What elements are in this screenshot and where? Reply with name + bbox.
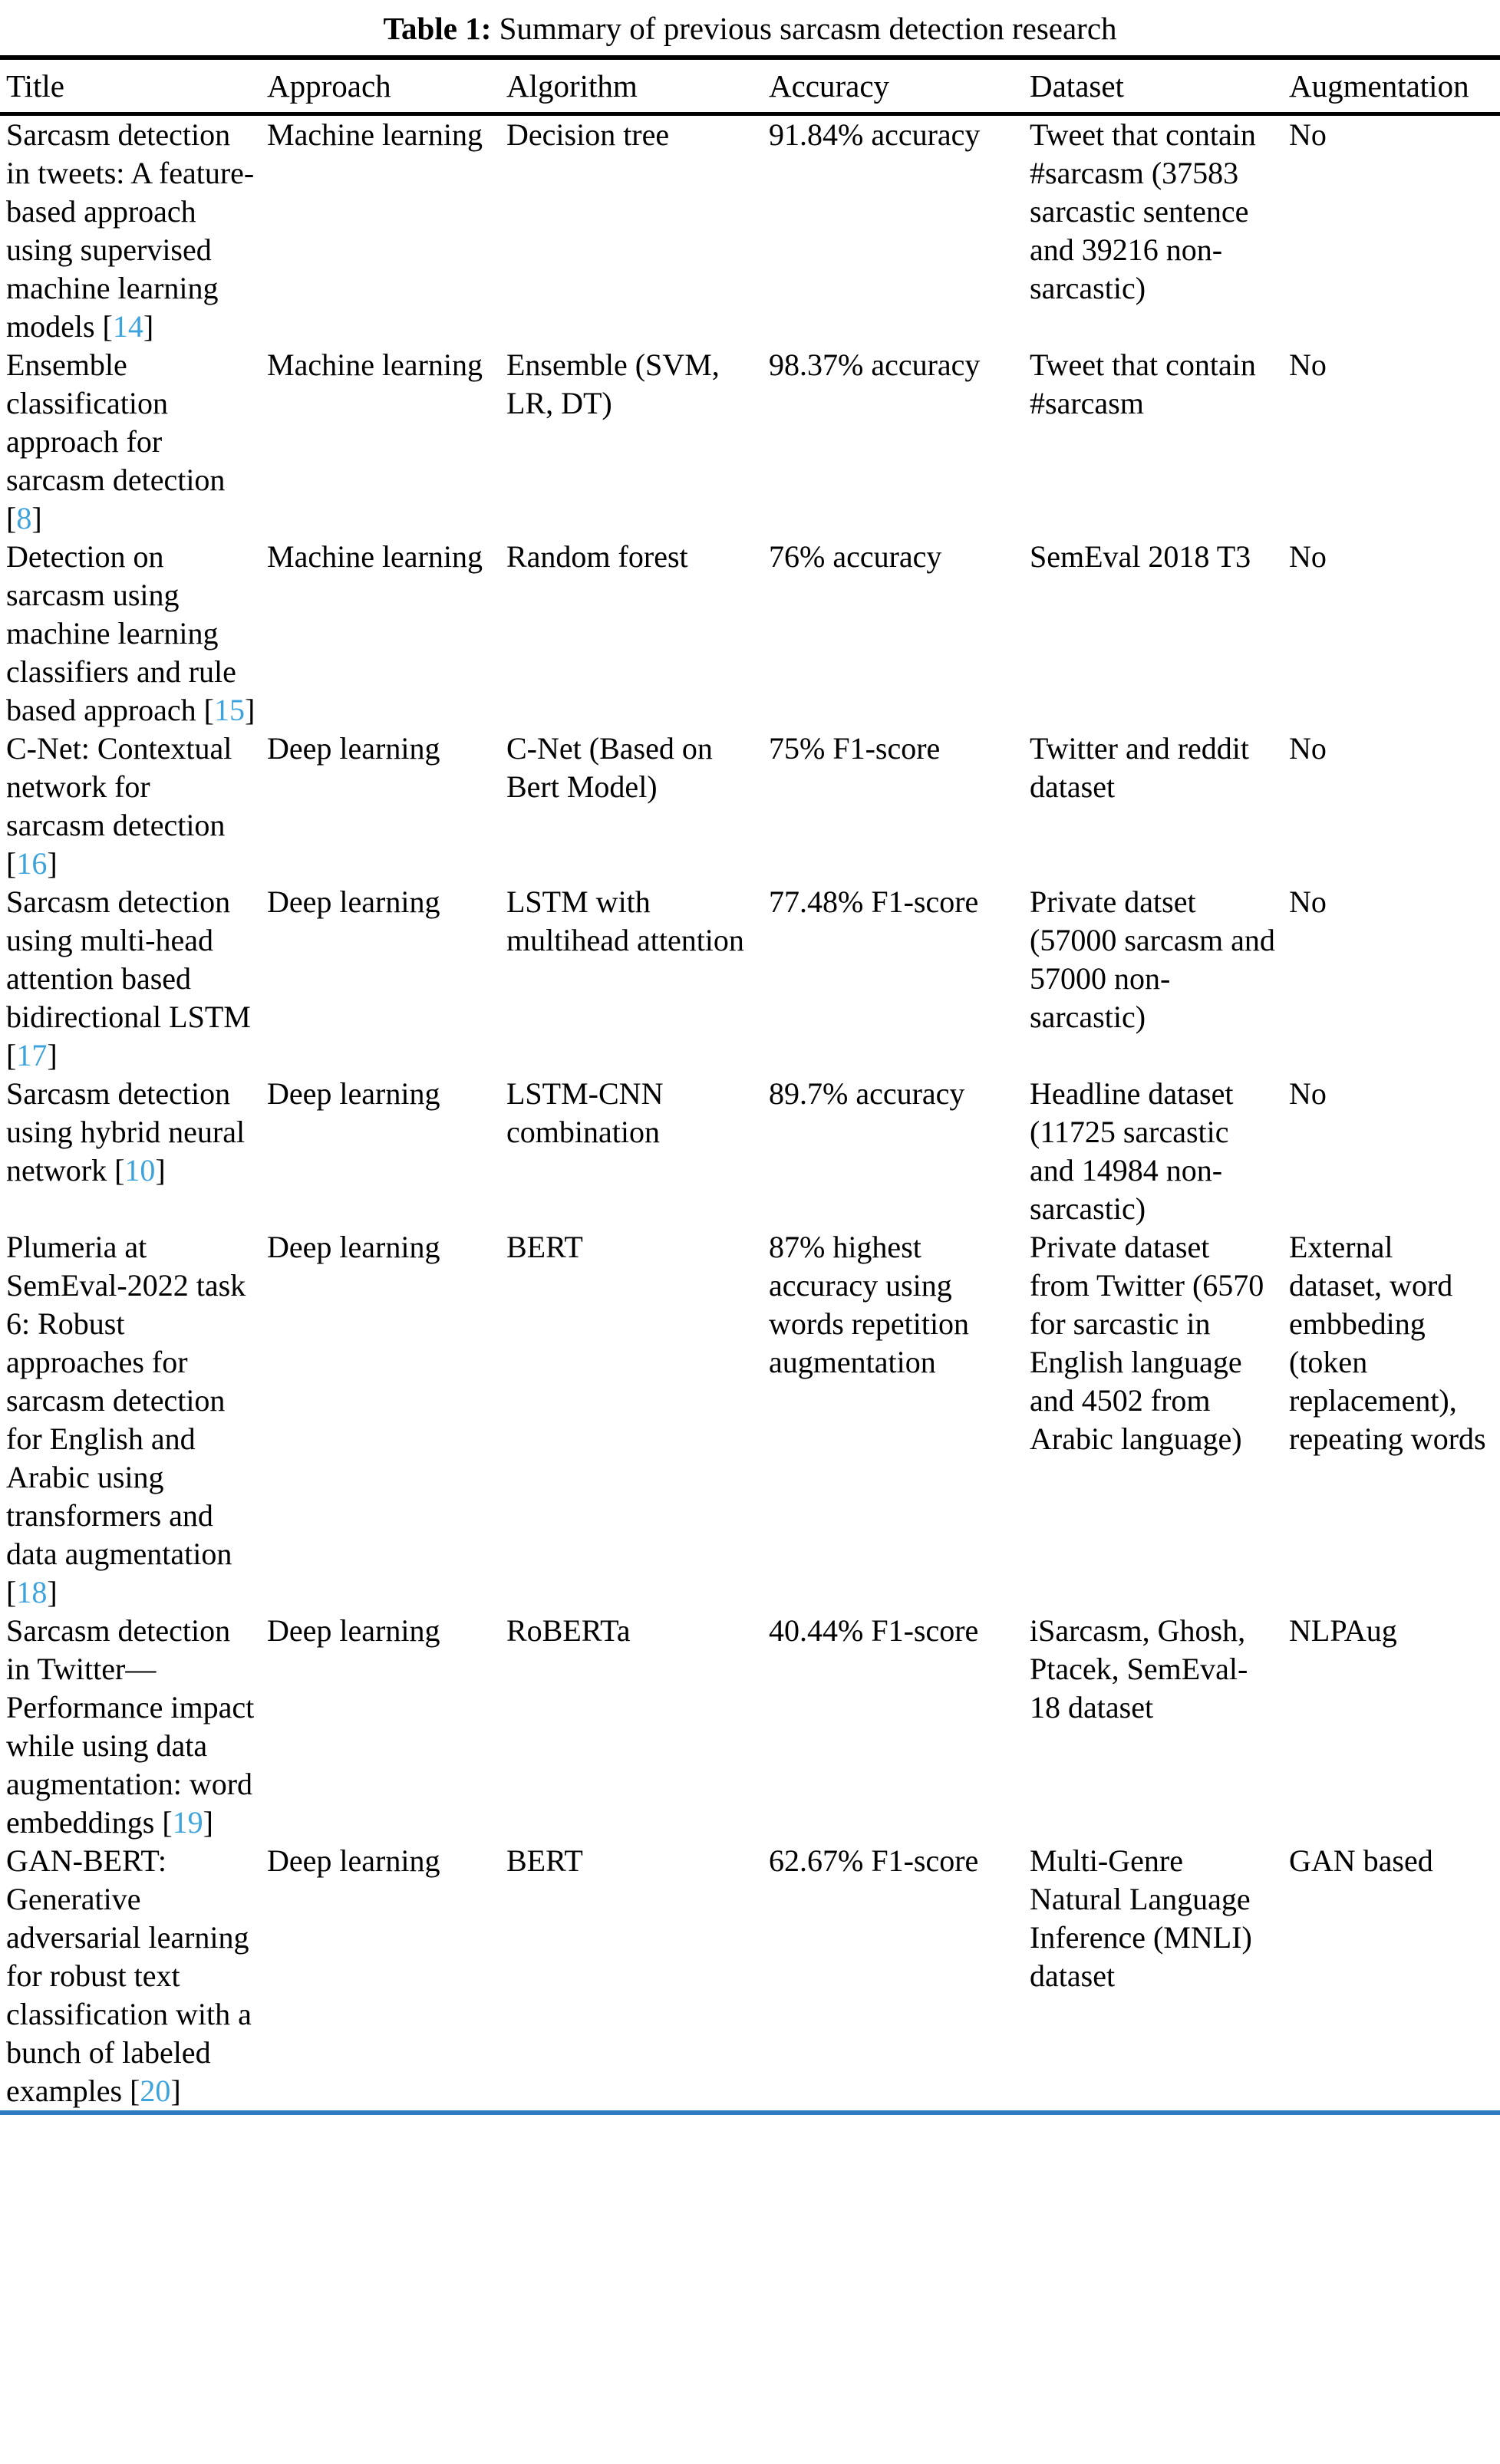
citation-open-bracket: [ [203, 693, 214, 727]
citation-close-bracket: ] [170, 2074, 181, 2108]
column-header-algorithm: Algorithm [506, 68, 638, 104]
table-row [0, 883, 1500, 1075]
cell-algorithm: Random forest [506, 539, 688, 574]
cell-augmentation: NLPAug [1289, 1613, 1397, 1648]
citation-number: 15 [213, 693, 245, 727]
cell-accuracy: 75% F1-score [769, 731, 941, 766]
cell-accuracy: 87% highest accuracy using words repetition augmentation [769, 1230, 970, 1379]
cell-accuracy: 77.48% F1-score [769, 884, 979, 919]
column-header-dataset: Dataset [1030, 68, 1124, 104]
cell-augmentation: No [1289, 884, 1327, 919]
table-body [0, 116, 1500, 2110]
cell-title [0, 730, 267, 883]
cell-approach: Deep learning [267, 731, 440, 766]
cell-dataset: Private datset (57000 sarcasm and 57000 non-sarcastic) [1030, 884, 1275, 1034]
citation-open-bracket: [ [6, 1038, 17, 1072]
cell-title [0, 883, 267, 1075]
citation-number: 19 [172, 1805, 203, 1840]
cell-accuracy: 40.44% F1-score [769, 1613, 979, 1648]
paper-title-text: GAN-BERT: Generative adversarial learning for robust text classification with a bunch of labeled examples [6, 1843, 252, 2108]
cell-augmentation: GAN based [1289, 1843, 1433, 1878]
table-row [0, 538, 1500, 730]
paper-title-text: Sarcasm detection using hybrid neural network [6, 1076, 246, 1188]
citation-close-bracket: ] [31, 501, 42, 535]
column-header-augmentation: Augmentation [1289, 68, 1469, 104]
table-bottom-rule [0, 2110, 1500, 2115]
paper-title-text: Plumeria at SemEval-2022 task 6: Robust approaches for sarcasm detection for English and Arabic using transformers and data augmentation [6, 1230, 246, 1571]
cell-approach: Deep learning [267, 1076, 440, 1111]
cell-approach: Machine learning [267, 539, 483, 574]
citation-open-bracket: [ [6, 501, 17, 535]
cell-title [0, 1075, 267, 1190]
cell-approach: Machine learning [267, 117, 483, 152]
paper-title-text: Detection on sarcasm using machine learning classifiers and rule based approach [6, 539, 236, 727]
citation-open-bracket: [ [6, 1575, 17, 1609]
cell-augmentation: No [1289, 731, 1327, 766]
caption-label: Table 1: [383, 11, 492, 46]
citation-link[interactable] [204, 693, 255, 727]
citation-open-bracket: [ [6, 846, 17, 881]
caption-text: Summary of previous sarcasm detection research [499, 11, 1117, 46]
cell-algorithm: Decision tree [506, 117, 670, 152]
citation-number: 10 [124, 1153, 156, 1188]
citation-open-bracket: [ [162, 1805, 173, 1840]
cell-augmentation: No [1289, 348, 1327, 382]
table-header-row [0, 60, 1500, 112]
column-header-accuracy: Accuracy [769, 68, 890, 104]
citation-number: 16 [16, 846, 48, 881]
citation-number: 18 [16, 1575, 48, 1609]
citation-link[interactable] [114, 1153, 166, 1188]
cell-accuracy: 62.67% F1-score [769, 1843, 979, 1878]
citation-number: 14 [112, 309, 143, 344]
cell-approach: Machine learning [267, 348, 483, 382]
paper-title-text: Ensemble classification approach for sarcasm detection [6, 348, 226, 497]
cell-augmentation: No [1289, 117, 1327, 152]
citation-link[interactable] [162, 1805, 213, 1840]
table-row [0, 1228, 1500, 1612]
citation-close-bracket: ] [203, 1805, 213, 1840]
citation-open-bracket: [ [102, 309, 113, 344]
column-header-title: Title [6, 68, 64, 104]
citation-link[interactable] [6, 501, 42, 535]
table-row [0, 116, 1500, 346]
cell-approach: Deep learning [267, 884, 440, 919]
cell-accuracy: 76% accuracy [769, 539, 942, 574]
cell-title [0, 1842, 267, 2110]
citation-close-bracket: ] [47, 1038, 58, 1072]
cell-approach: Deep learning [267, 1230, 440, 1264]
citation-close-bracket: ] [47, 846, 58, 881]
cell-dataset: SemEval 2018 T3 [1030, 539, 1251, 574]
citation-link[interactable] [6, 1575, 58, 1609]
cell-accuracy: 91.84% accuracy [769, 117, 981, 152]
cell-algorithm: BERT [506, 1230, 583, 1264]
citation-close-bracket: ] [244, 693, 255, 727]
table-row [0, 1612, 1500, 1842]
cell-algorithm: BERT [506, 1843, 583, 1878]
citation-number: 17 [16, 1038, 48, 1072]
paper-title-text: Sarcasm detection in tweets: A feature-based approach using supervised machine learning models [6, 117, 255, 344]
cell-dataset: Twitter and reddit dataset [1030, 731, 1249, 804]
cell-algorithm: C-Net (Based on Bert Model) [506, 731, 713, 804]
citation-open-bracket: [ [130, 2074, 140, 2108]
paper-title-text: C-Net: Contextual network for sarcasm detection [6, 731, 232, 842]
table-row [0, 730, 1500, 883]
table-caption [0, 0, 1500, 48]
cell-title [0, 1612, 267, 1842]
cell-dataset: Tweet that contain #sarcasm [1030, 348, 1256, 420]
cell-title [0, 1228, 267, 1612]
cell-algorithm: RoBERTa [506, 1613, 631, 1648]
cell-dataset: Private dataset from Twitter (6570 for sarcastic in English language and 4502 from Arabic language) [1030, 1230, 1264, 1456]
citation-close-bracket: ] [47, 1575, 58, 1609]
cell-algorithm: LSTM with multihead attention [506, 884, 744, 957]
cell-approach: Deep learning [267, 1613, 440, 1648]
cell-algorithm: Ensemble (SVM, LR, DT) [506, 348, 720, 420]
paper-title-text: Sarcasm detection in Twitter—Performance impact while using data augmentation: word embeddings [6, 1613, 255, 1840]
cell-title [0, 346, 267, 538]
cell-dataset: Headline dataset (11725 sarcastic and 14984 non-sarcastic) [1030, 1076, 1234, 1226]
citation-link[interactable] [103, 309, 154, 344]
cell-title [0, 538, 267, 730]
citation-link[interactable] [130, 2074, 181, 2108]
column-header-approach: Approach [267, 68, 391, 104]
cell-dataset: iSarcasm, Ghosh, Ptacek, SemEval-18 dataset [1030, 1613, 1248, 1724]
citation-close-bracket: ] [155, 1153, 166, 1188]
cell-augmentation: No [1289, 1076, 1327, 1111]
citation-close-bracket: ] [143, 309, 154, 344]
citation-open-bracket: [ [114, 1153, 125, 1188]
citation-link[interactable] [6, 1038, 58, 1072]
cell-accuracy: 89.7% accuracy [769, 1076, 965, 1111]
cell-augmentation: External dataset, word embbeding (token replacement), repeating words [1289, 1230, 1486, 1456]
cell-approach: Deep learning [267, 1843, 440, 1878]
cell-dataset: Multi-Genre Natural Language Inference (MNLI) dataset [1030, 1843, 1252, 1993]
citation-number: 8 [16, 501, 32, 535]
cell-dataset: Tweet that contain #sarcasm (37583 sarcastic sentence and 39216 non-sarcastic) [1030, 117, 1256, 305]
cell-algorithm: LSTM-CNN combination [506, 1076, 664, 1149]
cell-title [0, 116, 267, 346]
paper-title-text: Sarcasm detection using multi-head attention based bidirectional LSTM [6, 884, 251, 1034]
table-row [0, 1842, 1500, 2110]
table-row [0, 346, 1500, 538]
table-row [0, 1075, 1500, 1228]
cell-accuracy: 98.37% accuracy [769, 348, 981, 382]
citation-link[interactable] [6, 846, 58, 881]
citation-number: 20 [140, 2074, 171, 2108]
cell-augmentation: No [1289, 539, 1327, 574]
